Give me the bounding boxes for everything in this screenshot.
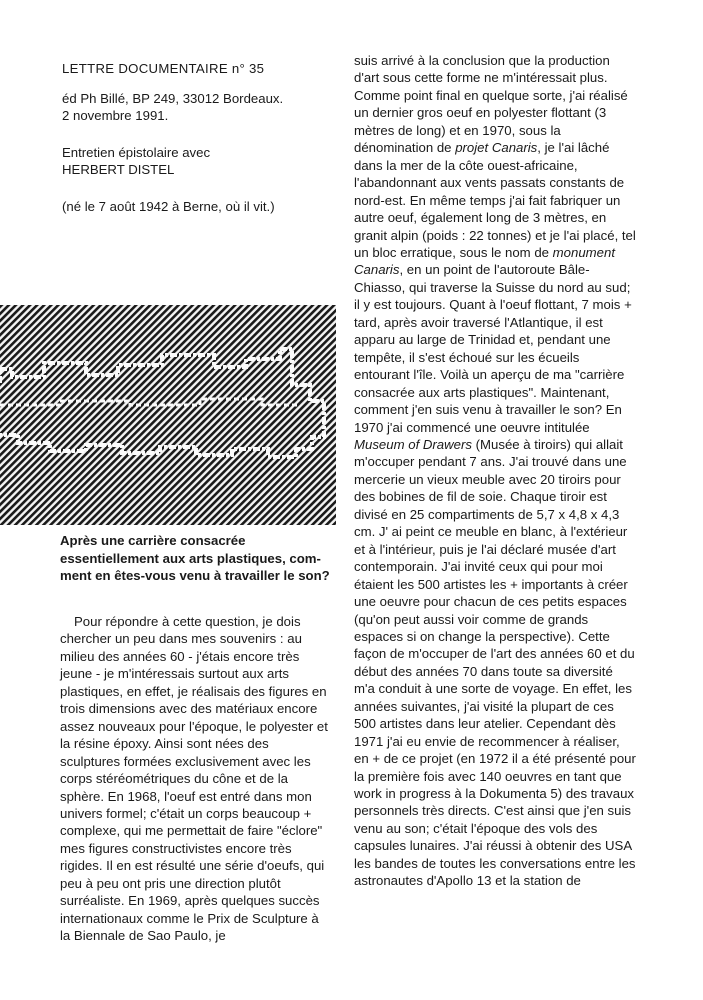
publisher-info [62, 90, 283, 124]
answer-text: , je l'ai lâché dans la mer de la côte ouest-africaine, l'abandonnant aux vents passats constants de nord-est. En même temps j'ai fait fabriquer un autre oeuf, également long de 3 mètres, en granit alpin (poids : 22 tonnes) et je l'ai placé, tel un bloc erratique, sous le nom de [354, 140, 636, 260]
museum-title: Museum of Drawers [354, 436, 472, 452]
birth-note: (né le 7 août 1942 à Berne, où il vit.) [62, 199, 275, 214]
answer-text: suis arrivé à la conclusion que la production d'art sous cette forme ne m'intéressait plus. Comme point final en quelque sorte, j'ai réalisé un dernier gros oeuf en polyester flottant (3 mètres de long) et en 1970, sous la dénomination de [354, 53, 628, 156]
answer-column-left [60, 613, 328, 945]
answer-text: (Musée à tiroirs) qui allait m'occuper pendant 7 ans. J'ai trouvé dans une mercerie un vieux meuble avec 20 tiroirs pour des bobines de fil de soie. Chaque tiroir est divisé en 25 compartiments de 5,7 x 4,8 x 4,3 cm. J' ai peint ce meuble en blanc, à l'extérieur et à l'intérieur, puis je l'ai déclaré musée d'art contemporain. J'ai invité ceux qui pour moi étaient les 500 artistes les + importants à créer une oeuvre pour chacun de ces petits espaces (qu'on peut aussi voir comme de grands espaces si on change la perspective). Cette façon de m'occuper de l'art des années 60 et du début des années 70 dans toute sa diversité m'a conduit à une sorte de voyage. En effet, les années suivantes, j'ai visité la plupart de ces 500 artistes dans leur atelier. Cependant dès 1971 j'ai eu envie de recommencer à réaliser, en + de ce projet (en 1972 il a été présenté pour la première fois avec 140 oeuvres en tant que work in progress à la Dokumenta 5) des travaux personnels très directs. C'est ainsi que j'en suis venu au son; c'était l'époque des vols des capsules lunaires. J'ai réussi à obtenir des USA les bandes de toutes les conversations entre les astronautes d'Apollo 13 et la station de [354, 436, 636, 889]
answer-column-right [354, 52, 636, 890]
interview-question: Après une carrière consacrée essentiellement aux arts plastiques, com-ment en êtes-vous venu à travailler le son? [60, 533, 330, 584]
project-title: projet Canaris [455, 140, 538, 156]
hatched-artwork-image [0, 305, 336, 525]
interview-label: Entretien épistolaire avec [62, 145, 211, 160]
answer-text-left: Pour répondre à cette question, je dois chercher un peu dans mes souvenirs : au milieu des années 60 - j'étais encore très jeune - je m'intéressais surtout aux arts plastiques, en effet, je réalisais des figures en trois dimensions avec des matériaux encore assez nouveaux pour l'époque, le polyester et la résine époxy. Ainsi sont nées des sculptures formées exclusivement avec les corps stéréométriques du cône et de la sphère. En 1968, l'oeuf est entré dans mon univers formel; c'était un corps beaucoup + complexe, qui me permettait de faire "éclore" mes figures constructivistes encore très rigides. Il en est résulté une série d'oeufs, qui peu à peu ont pris une direction plutôt surréaliste. En 1969, après quelques succès internationaux comme le Prix de Sculpture à la Biennale de Sao Paulo, je [60, 614, 328, 944]
interviewee-name: HERBERT DISTEL [62, 162, 175, 177]
document-title: LETTRE DOCUMENTAIRE n° 35 [62, 61, 265, 76]
monument-title: monument Canaris [354, 244, 615, 278]
answer-text: , en un point de l'autoroute Bâle-Chiasso, qui traverse la Suisse du nord au sud; il y est toujours. Quant à l'oeuf flottant, 7 mois + tard, après avoir traversé l'Atlantique, il est apparu au large de Trinidad et, pendant une tempête, il s'est échoué sur les écueils entourant l'île. Voilà un aperçu de ma "carrière consacrée aux arts plastiques". Maintenant, comment j'en suis venu à travailler le son? En 1970 j'ai commencé une oeuvre intitulée [354, 262, 632, 435]
publication-date: 2 novembre 1991. [62, 108, 169, 123]
publisher-line: éd Ph Billé, BP 249, 33012 Bordeaux. [62, 91, 284, 106]
interview-heading [62, 144, 210, 178]
